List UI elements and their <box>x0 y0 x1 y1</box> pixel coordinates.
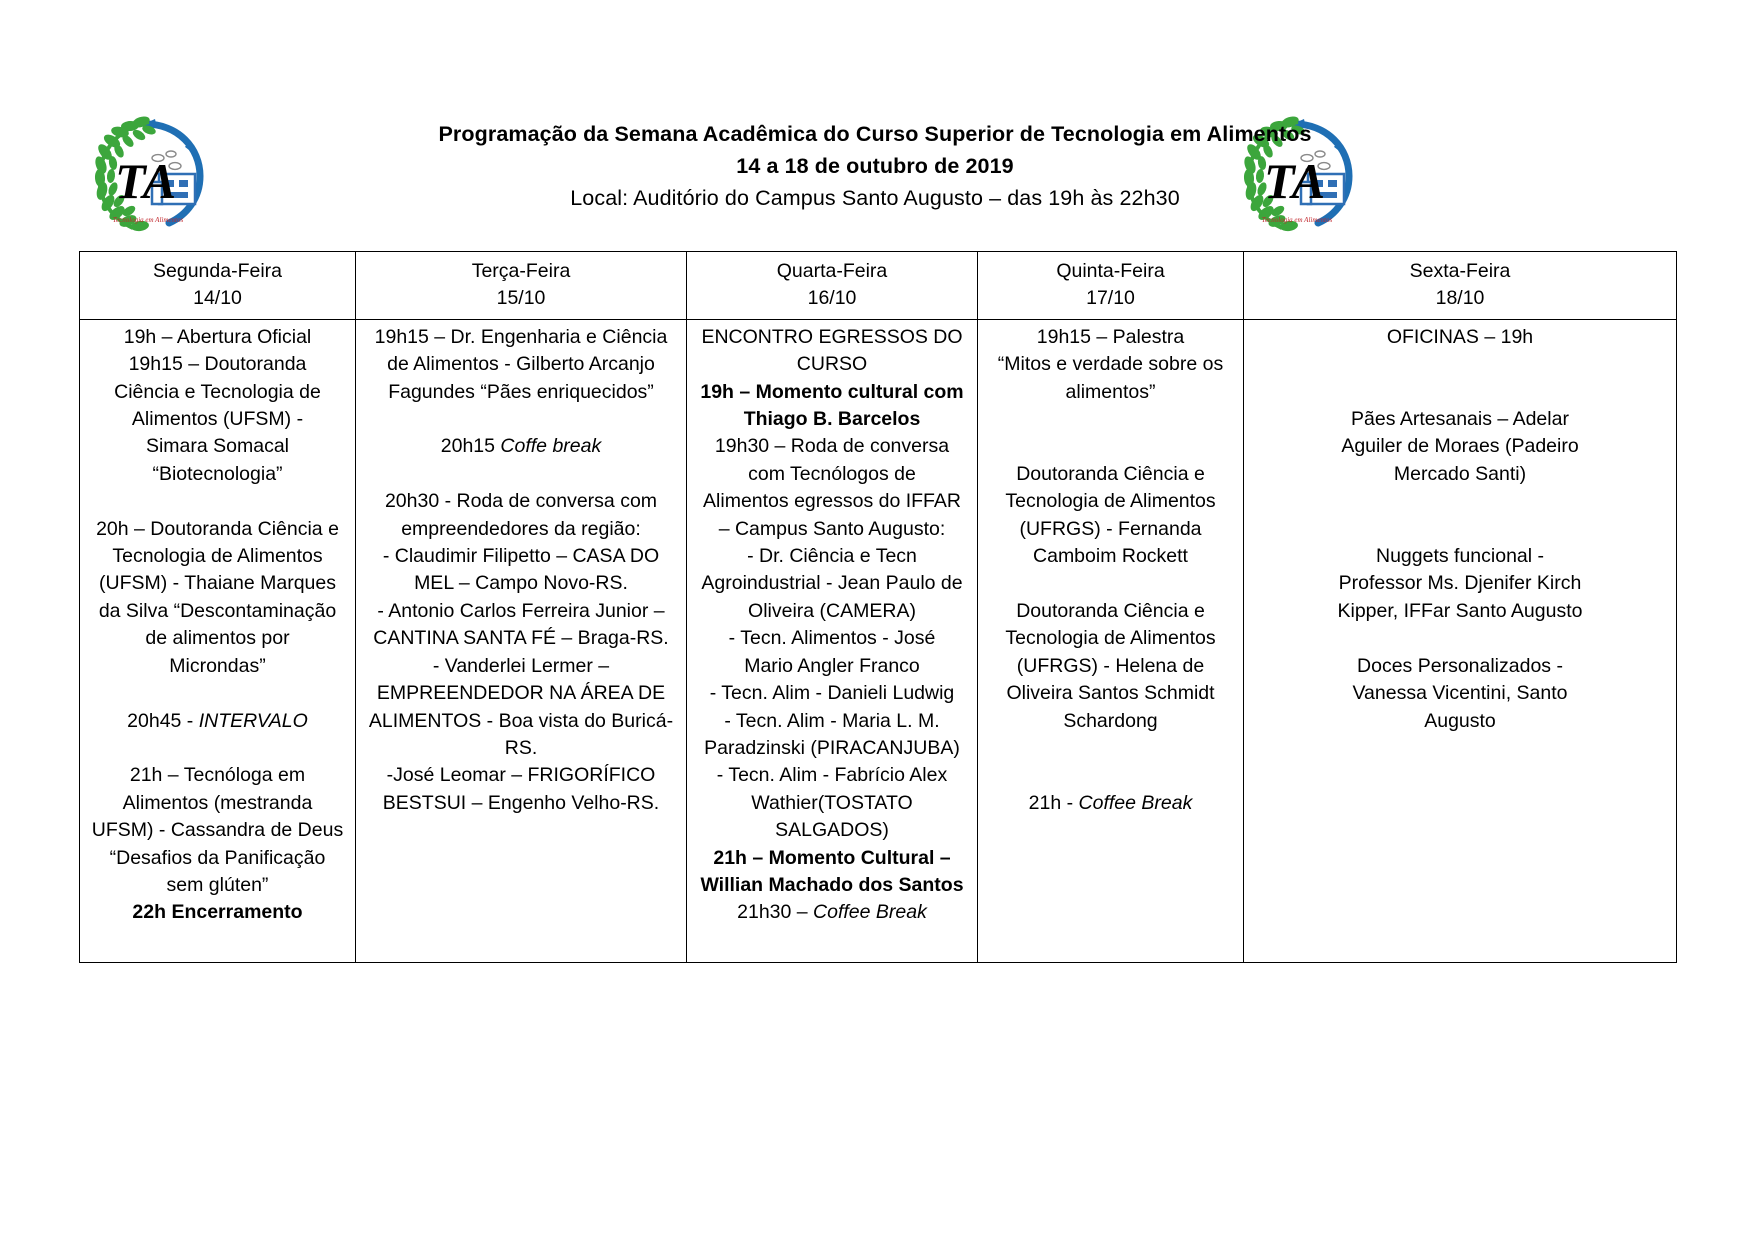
schedule-line: ENCONTRO EGRESSOS DO <box>701 325 963 348</box>
schedule-line: “Desafios da Panificação <box>109 846 326 869</box>
schedule-line: - Tecn. Alim - Fabrício Alex <box>716 764 948 787</box>
document-header <box>0 118 1755 228</box>
schedule-line: de Alimentos - Gilberto Arcanjo <box>387 353 655 376</box>
schedule-line <box>984 433 1237 460</box>
schedule-line: Tecnologia de Alimentos <box>1005 490 1216 513</box>
schedule-line: Doces Personalizados - <box>1357 654 1563 677</box>
schedule-line: Oliveira (CAMERA) <box>748 599 916 622</box>
schedule-line: (UFRGS) - Helena de <box>1016 654 1205 677</box>
schedule-line <box>1250 351 1670 378</box>
schedule-line: – Campus Santo Augusto: <box>718 517 946 540</box>
schedule-line: 19h – Abertura Oficial <box>123 325 312 348</box>
column-header-date: 15/10 <box>496 287 546 310</box>
schedule-cell-thursday <box>978 319 1244 962</box>
schedule-line <box>1250 488 1670 515</box>
schedule-lines <box>693 324 971 927</box>
schedule-line: (UFRGS) - Fernanda <box>1019 517 1202 540</box>
schedule-line: 19h15 – Palestra <box>1036 325 1185 348</box>
schedule-line <box>693 899 971 926</box>
column-header-sexta <box>1244 252 1677 320</box>
schedule-line <box>362 433 680 460</box>
column-header-date: 16/10 <box>807 287 857 310</box>
schedule-line: Schardong <box>1063 709 1158 732</box>
schedule-line: - Antonio Carlos Ferreira Junior – <box>377 599 665 622</box>
schedule-line-italic: INTERVALO <box>198 709 308 732</box>
schedule-line <box>1250 379 1670 406</box>
schedule-line: Wathier(TOSTATO <box>751 791 913 814</box>
schedule-line: Doutoranda Ciência e <box>1016 462 1205 485</box>
schedule-line: Doutoranda Ciência e <box>1016 599 1205 622</box>
schedule-line: empreendedores da região: <box>401 517 641 540</box>
schedule-line <box>984 762 1237 789</box>
schedule-line-italic: Coffee Break <box>1078 791 1193 814</box>
schedule-line-plain: 21h30 – <box>737 901 814 924</box>
column-header-date: 17/10 <box>1086 287 1135 310</box>
schedule-line: sem glúten” <box>166 873 269 896</box>
schedule-table <box>79 251 1677 963</box>
svg-text:Tecnologia em Alimentos: Tecnologia em Alimentos <box>112 216 184 224</box>
schedule-line-italic: Coffee Break <box>813 901 927 924</box>
column-header-dow: Quinta-Feira <box>1056 260 1165 282</box>
schedule-line-plain: 20h15 <box>440 435 501 458</box>
column-header-quinta <box>978 252 1244 320</box>
schedule-line: - Claudimir Filipetto – CASA DO <box>382 545 660 568</box>
schedule-lines <box>86 324 349 927</box>
schedule-cell-tuesday <box>356 319 687 962</box>
schedule-line: - Dr. Ciência e Tecn <box>747 545 917 568</box>
schedule-line: - Tecn. Alimentos - José <box>728 627 936 650</box>
column-header-date: 18/10 <box>1435 287 1485 310</box>
schedule-line: 19h15 – Dr. Engenharia e Ciência <box>374 325 668 348</box>
schedule-line: - Tecn. Alim - Danieli Ludwig <box>709 682 955 705</box>
schedule-line: 19h15 – Doutoranda <box>128 353 307 376</box>
schedule-line-plain: 20h45 - <box>127 709 199 732</box>
schedule-line: Alimentos (mestranda <box>122 791 313 814</box>
header-titles <box>250 118 1500 214</box>
schedule-line: da Silva “Descontaminação <box>98 599 337 622</box>
schedule-line: 20h30 - Roda de conversa com <box>384 490 658 513</box>
column-header-dow: Sexta-Feira <box>1409 260 1511 282</box>
schedule-line: Ciência e Tecnologia de <box>114 380 321 403</box>
schedule-line: Augusto <box>1424 709 1496 732</box>
schedule-line: SALGADOS) <box>775 819 889 842</box>
svg-text:Tecnologia em Alimentos: Tecnologia em Alimentos <box>1261 216 1333 224</box>
schedule-line: Vanessa Vicentini, Santo <box>1352 682 1568 705</box>
schedule-line: - Tecn. Alim - Maria L. M. <box>724 709 940 732</box>
schedule-line: Professor Ms. Djenifer Kirch <box>1338 572 1582 595</box>
schedule-cell-wednesday <box>687 319 978 962</box>
schedule-line: EMPREENDEDOR NA ÁREA DE <box>376 682 666 705</box>
schedule-line: OFICINAS – 19h <box>1386 325 1534 348</box>
schedule-line: CURSO <box>796 353 868 376</box>
schedule-line: 19h – Momento cultural com <box>700 380 964 403</box>
schedule-line <box>86 708 349 735</box>
schedule-line <box>86 488 349 515</box>
schedule-line: -José Leomar – FRIGORÍFICO <box>386 764 656 787</box>
schedule-line: Thiago B. Barcelos <box>743 408 921 431</box>
schedule-line: Agroindustrial - Jean Paulo de <box>701 572 963 595</box>
schedule-line: 20h – Doutoranda Ciência e <box>96 517 339 540</box>
schedule-line: Mercado Santi) <box>1393 462 1527 485</box>
schedule-lines <box>1250 324 1670 735</box>
schedule-line: Alimentos (UFSM) - <box>131 408 304 431</box>
schedule-line: 22h Encerramento <box>132 901 303 924</box>
schedule-line: Oliveira Santos Schmidt <box>1006 682 1215 705</box>
schedule-line: Alimentos egressos do IFFAR <box>703 490 961 513</box>
schedule-line: Microndas” <box>169 654 266 677</box>
schedule-line: 21h – Tecnóloga em <box>129 764 306 787</box>
header-title-line-1: Programação da Semana Acadêmica do Curso Superior de Tecnologia em Alimentos <box>438 122 1312 146</box>
schedule-lines <box>984 324 1237 817</box>
column-header-date: 14/10 <box>193 287 242 310</box>
schedule-line: ALIMENTOS - Boa vista do Buricá- <box>368 709 674 732</box>
schedule-line: (UFSM) - Thaiane Marques <box>99 572 336 595</box>
column-header-quarta <box>687 252 978 320</box>
svg-text:TA: TA <box>1264 153 1326 209</box>
schedule-line <box>1250 625 1670 652</box>
schedule-line: Fagundes “Pães enriquecidos” <box>388 380 654 403</box>
schedule-line <box>1250 516 1670 543</box>
schedule-line <box>984 406 1237 433</box>
schedule-line <box>362 461 680 488</box>
header-title-line-3: Local: Auditório do Campus Santo Augusto – das 19h às 22h30 <box>570 186 1180 210</box>
schedule-cell-friday <box>1244 319 1677 962</box>
table-row <box>80 319 1677 962</box>
schedule-line <box>86 680 349 707</box>
table-header-row <box>80 252 1677 320</box>
schedule-line: com Tecnólogos de <box>748 462 916 485</box>
schedule-line-plain: 21h - <box>1028 791 1079 814</box>
schedule-line-italic: Coffe break <box>500 435 602 458</box>
schedule-line: 19h30 – Roda de conversa <box>714 435 950 458</box>
schedule-line: 21h – Momento Cultural – <box>713 846 951 869</box>
schedule-line: MEL – Campo Novo-RS. <box>414 572 628 595</box>
schedule-line <box>984 570 1237 597</box>
schedule-line: Willian Machado dos Santos <box>700 873 964 896</box>
schedule-line: “Mitos e verdade sobre os <box>997 353 1224 376</box>
column-header-dow: Terça-Feira <box>471 260 571 282</box>
schedule-line: UFSM) - Cassandra de Deus <box>91 819 344 842</box>
header-title-line-2: 14 a 18 de outubro de 2019 <box>736 154 1014 178</box>
schedule-line: Nuggets funcional - <box>1375 545 1545 568</box>
schedule-line: Mario Angler Franco <box>744 654 920 677</box>
schedule-line: Simara Somacal <box>145 435 290 458</box>
schedule-line: Pães Artesanais – Adelar <box>1351 408 1569 431</box>
column-header-dow: Segunda-Feira <box>153 260 282 282</box>
schedule-line: - Vanderlei Lermer – <box>432 654 610 677</box>
schedule-line: Tecnologia de Alimentos <box>1005 627 1216 650</box>
schedule-line <box>984 790 1237 817</box>
schedule-line: Aguiler de Moraes (Padeiro <box>1341 435 1579 458</box>
column-header-terca <box>356 252 687 320</box>
schedule-line: Camboim Rockett <box>1033 545 1188 568</box>
schedule-lines <box>362 324 680 817</box>
schedule-line: BESTSUI – Engenho Velho-RS. <box>382 791 660 814</box>
schedule-line: Tecnologia de Alimentos <box>112 545 323 568</box>
schedule-line: Kipper, IFFar Santo Augusto <box>1337 599 1583 622</box>
schedule-line: de alimentos por <box>145 627 290 650</box>
schedule-line: CANTINA SANTA FÉ – Braga-RS. <box>373 627 669 650</box>
schedule-line <box>984 735 1237 762</box>
schedule-line <box>86 735 349 762</box>
schedule-line: Paradzinski (PIRACANJUBA) <box>704 736 960 759</box>
schedule-line: RS. <box>504 736 538 759</box>
column-header-dow: Quarta-Feira <box>776 260 888 282</box>
schedule-line: “Biotecnologia” <box>152 462 283 485</box>
schedule-line: alimentos” <box>1065 380 1156 403</box>
column-header-segunda <box>80 252 356 320</box>
schedule-line <box>362 406 680 433</box>
schedule-cell-monday <box>80 319 356 962</box>
svg-text:TA: TA <box>115 153 177 209</box>
